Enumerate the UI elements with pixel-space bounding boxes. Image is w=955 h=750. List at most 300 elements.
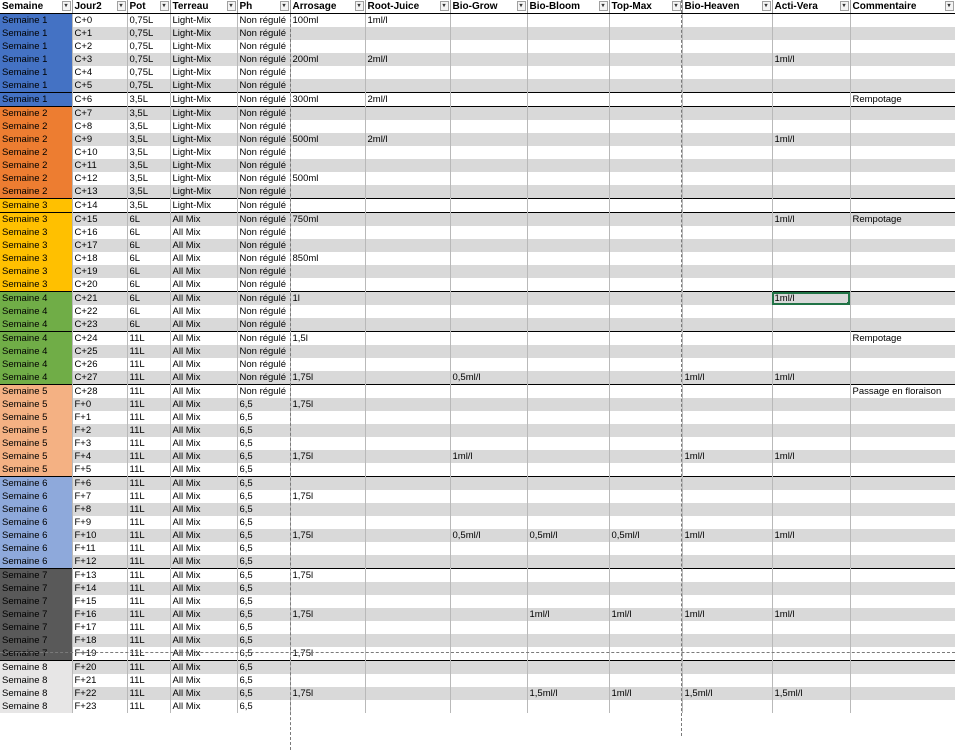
filter-dropdown-icon[interactable]: ▾ bbox=[840, 1, 849, 11]
cell[interactable] bbox=[772, 172, 850, 185]
cell[interactable] bbox=[682, 172, 772, 185]
cell[interactable] bbox=[609, 66, 682, 79]
cell[interactable]: C+9 bbox=[72, 133, 127, 146]
cell[interactable] bbox=[682, 226, 772, 239]
cell[interactable] bbox=[450, 172, 527, 185]
cell[interactable] bbox=[450, 437, 527, 450]
cell[interactable]: C+19 bbox=[72, 265, 127, 278]
cell[interactable]: C+6 bbox=[72, 93, 127, 107]
filter-dropdown-icon[interactable]: ▾ bbox=[440, 1, 449, 11]
cell[interactable] bbox=[850, 490, 955, 503]
cell[interactable] bbox=[450, 332, 527, 346]
cell[interactable]: 3,5L bbox=[127, 120, 170, 133]
cell[interactable] bbox=[609, 634, 682, 647]
cell[interactable] bbox=[682, 490, 772, 503]
cell[interactable] bbox=[450, 555, 527, 569]
cell[interactable] bbox=[850, 621, 955, 634]
cell[interactable] bbox=[365, 477, 450, 491]
cell[interactable]: 11L bbox=[127, 411, 170, 424]
column-header-pot[interactable] bbox=[127, 0, 170, 14]
cell[interactable]: Light-Mix bbox=[170, 107, 237, 121]
cell[interactable]: 3,5L bbox=[127, 159, 170, 172]
week-cell[interactable]: Semaine 1 bbox=[0, 40, 72, 53]
cell[interactable] bbox=[609, 159, 682, 172]
cell[interactable] bbox=[527, 318, 609, 332]
cell[interactable] bbox=[527, 634, 609, 647]
cell[interactable]: 6L bbox=[127, 292, 170, 306]
cell[interactable] bbox=[365, 239, 450, 252]
cell[interactable] bbox=[609, 265, 682, 278]
cell[interactable] bbox=[609, 278, 682, 292]
cell[interactable]: 11L bbox=[127, 424, 170, 437]
cell[interactable] bbox=[527, 674, 609, 687]
week-cell[interactable]: Semaine 8 bbox=[0, 700, 72, 713]
cell[interactable] bbox=[365, 226, 450, 239]
cell[interactable]: C+20 bbox=[72, 278, 127, 292]
cell[interactable] bbox=[527, 661, 609, 675]
cell[interactable] bbox=[682, 411, 772, 424]
cell[interactable] bbox=[850, 661, 955, 675]
cell[interactable] bbox=[682, 185, 772, 199]
cell[interactable]: 11L bbox=[127, 700, 170, 713]
cell[interactable]: All Mix bbox=[170, 503, 237, 516]
cell[interactable]: 0,75L bbox=[127, 14, 170, 28]
cell[interactable]: All Mix bbox=[170, 555, 237, 569]
cell[interactable] bbox=[365, 424, 450, 437]
cell[interactable] bbox=[450, 700, 527, 713]
cell[interactable] bbox=[527, 199, 609, 213]
cell[interactable] bbox=[609, 463, 682, 477]
cell[interactable]: Non régulé bbox=[237, 226, 290, 239]
cell[interactable]: 1ml/l bbox=[450, 450, 527, 463]
cell[interactable]: Non régulé bbox=[237, 332, 290, 346]
cell[interactable] bbox=[290, 239, 365, 252]
cell[interactable]: 6,5 bbox=[237, 490, 290, 503]
cell[interactable]: All Mix bbox=[170, 595, 237, 608]
cell[interactable]: 0,75L bbox=[127, 66, 170, 79]
cell[interactable] bbox=[290, 385, 365, 399]
cell[interactable] bbox=[527, 345, 609, 358]
cell[interactable]: 6,5 bbox=[237, 621, 290, 634]
cell[interactable] bbox=[772, 477, 850, 491]
cell[interactable] bbox=[527, 437, 609, 450]
week-cell[interactable]: Semaine 7 bbox=[0, 608, 72, 621]
cell[interactable]: Light-Mix bbox=[170, 133, 237, 146]
cell[interactable] bbox=[772, 40, 850, 53]
cell[interactable] bbox=[682, 14, 772, 28]
cell[interactable] bbox=[290, 265, 365, 278]
cell[interactable]: Non régulé bbox=[237, 305, 290, 318]
cell[interactable]: 3,5L bbox=[127, 133, 170, 146]
cell[interactable] bbox=[290, 674, 365, 687]
cell[interactable] bbox=[450, 305, 527, 318]
cell[interactable] bbox=[772, 66, 850, 79]
cell[interactable]: All Mix bbox=[170, 463, 237, 477]
cell[interactable]: Non régulé bbox=[237, 199, 290, 213]
cell[interactable] bbox=[527, 647, 609, 661]
cell[interactable]: 6,5 bbox=[237, 542, 290, 555]
cell[interactable] bbox=[527, 463, 609, 477]
cell[interactable] bbox=[850, 172, 955, 185]
cell[interactable]: F+14 bbox=[72, 582, 127, 595]
cell[interactable] bbox=[609, 93, 682, 107]
week-cell[interactable]: Semaine 2 bbox=[0, 120, 72, 133]
cell[interactable] bbox=[772, 503, 850, 516]
cell[interactable] bbox=[850, 542, 955, 555]
cell[interactable] bbox=[682, 358, 772, 371]
cell[interactable] bbox=[609, 14, 682, 28]
cell[interactable] bbox=[450, 185, 527, 199]
cell[interactable]: Light-Mix bbox=[170, 120, 237, 133]
week-cell[interactable]: Semaine 3 bbox=[0, 265, 72, 278]
week-cell[interactable]: Semaine 5 bbox=[0, 398, 72, 411]
cell[interactable] bbox=[450, 385, 527, 399]
cell[interactable]: F+9 bbox=[72, 516, 127, 529]
cell[interactable]: 11L bbox=[127, 608, 170, 621]
cell[interactable] bbox=[682, 66, 772, 79]
cell[interactable] bbox=[850, 53, 955, 66]
cell[interactable] bbox=[450, 674, 527, 687]
cell[interactable] bbox=[682, 582, 772, 595]
cell[interactable] bbox=[365, 185, 450, 199]
cell[interactable]: 6L bbox=[127, 265, 170, 278]
week-cell[interactable]: Semaine 4 bbox=[0, 292, 72, 306]
week-cell[interactable]: Semaine 7 bbox=[0, 569, 72, 583]
cell[interactable] bbox=[365, 265, 450, 278]
cell[interactable]: 6,5 bbox=[237, 503, 290, 516]
cell[interactable]: F+15 bbox=[72, 595, 127, 608]
week-cell[interactable]: Semaine 6 bbox=[0, 503, 72, 516]
week-cell[interactable]: Semaine 5 bbox=[0, 463, 72, 477]
cell[interactable]: All Mix bbox=[170, 305, 237, 318]
cell[interactable]: Non régulé bbox=[237, 133, 290, 146]
cell[interactable] bbox=[365, 595, 450, 608]
cell[interactable] bbox=[290, 318, 365, 332]
cell[interactable]: All Mix bbox=[170, 371, 237, 385]
cell[interactable] bbox=[450, 120, 527, 133]
cell[interactable] bbox=[682, 503, 772, 516]
cell[interactable]: 1ml/l bbox=[772, 213, 850, 227]
cell[interactable] bbox=[850, 569, 955, 583]
cell[interactable] bbox=[527, 265, 609, 278]
week-cell[interactable]: Semaine 5 bbox=[0, 450, 72, 463]
week-cell[interactable]: Semaine 3 bbox=[0, 199, 72, 213]
cell[interactable] bbox=[772, 226, 850, 239]
cell[interactable] bbox=[527, 450, 609, 463]
cell[interactable]: Non régulé bbox=[237, 172, 290, 185]
cell[interactable] bbox=[850, 278, 955, 292]
filter-dropdown-icon[interactable]: ▾ bbox=[280, 1, 289, 11]
cell[interactable]: F+20 bbox=[72, 661, 127, 675]
cell[interactable]: C+17 bbox=[72, 239, 127, 252]
cell[interactable]: 3,5L bbox=[127, 146, 170, 159]
cell[interactable]: 1ml/l bbox=[772, 371, 850, 385]
cell[interactable] bbox=[772, 159, 850, 172]
cell[interactable] bbox=[682, 159, 772, 172]
cell[interactable] bbox=[682, 120, 772, 133]
cell[interactable] bbox=[682, 424, 772, 437]
cell[interactable] bbox=[850, 477, 955, 491]
cell[interactable] bbox=[450, 411, 527, 424]
cell[interactable] bbox=[850, 27, 955, 40]
cell[interactable]: 1ml/l bbox=[682, 450, 772, 463]
cell[interactable] bbox=[450, 345, 527, 358]
cell[interactable]: 1l bbox=[290, 292, 365, 306]
cell[interactable]: 1,5ml/l bbox=[682, 687, 772, 700]
cell[interactable] bbox=[772, 146, 850, 159]
week-cell[interactable]: Semaine 3 bbox=[0, 213, 72, 227]
cell[interactable] bbox=[609, 239, 682, 252]
cell[interactable]: 1,75l bbox=[290, 371, 365, 385]
cell[interactable]: F+17 bbox=[72, 621, 127, 634]
week-cell[interactable]: Semaine 2 bbox=[0, 133, 72, 146]
cell[interactable]: Rempotage bbox=[850, 93, 955, 107]
cell[interactable]: All Mix bbox=[170, 621, 237, 634]
cell[interactable]: F+18 bbox=[72, 634, 127, 647]
cell[interactable]: 0,5ml/l bbox=[609, 529, 682, 542]
cell[interactable] bbox=[365, 529, 450, 542]
cell[interactable]: 6,5 bbox=[237, 674, 290, 687]
cell[interactable] bbox=[450, 582, 527, 595]
cell[interactable]: F+11 bbox=[72, 542, 127, 555]
cell[interactable]: C+11 bbox=[72, 159, 127, 172]
cell[interactable]: 1,75l bbox=[290, 529, 365, 542]
cell[interactable]: All Mix bbox=[170, 437, 237, 450]
cell[interactable]: 11L bbox=[127, 385, 170, 399]
cell[interactable]: F+13 bbox=[72, 569, 127, 583]
cell[interactable] bbox=[772, 569, 850, 583]
cell[interactable]: 6,5 bbox=[237, 608, 290, 621]
cell[interactable]: All Mix bbox=[170, 278, 237, 292]
cell[interactable] bbox=[850, 503, 955, 516]
filter-dropdown-icon[interactable]: ▾ bbox=[762, 1, 771, 11]
cell[interactable] bbox=[527, 332, 609, 346]
cell[interactable] bbox=[609, 555, 682, 569]
cell[interactable]: 3,5L bbox=[127, 185, 170, 199]
cell[interactable]: All Mix bbox=[170, 569, 237, 583]
column-header-top-max[interactable] bbox=[609, 0, 682, 14]
cell[interactable] bbox=[527, 292, 609, 306]
cell[interactable] bbox=[850, 199, 955, 213]
cell[interactable]: 1ml/l bbox=[772, 450, 850, 463]
cell[interactable] bbox=[365, 318, 450, 332]
cell[interactable]: All Mix bbox=[170, 661, 237, 675]
cell[interactable]: 6,5 bbox=[237, 424, 290, 437]
cell[interactable] bbox=[609, 661, 682, 675]
cell[interactable] bbox=[527, 107, 609, 121]
cell[interactable] bbox=[772, 252, 850, 265]
cell[interactable]: Light-Mix bbox=[170, 172, 237, 185]
cell[interactable]: 1,75l bbox=[290, 398, 365, 411]
cell[interactable] bbox=[772, 93, 850, 107]
cell[interactable]: All Mix bbox=[170, 582, 237, 595]
cell[interactable]: 0,5ml/l bbox=[450, 529, 527, 542]
cell[interactable]: 11L bbox=[127, 371, 170, 385]
cell[interactable]: Non régulé bbox=[237, 53, 290, 66]
cell[interactable]: 300ml bbox=[290, 93, 365, 107]
cell[interactable] bbox=[450, 292, 527, 306]
week-cell[interactable]: Semaine 6 bbox=[0, 542, 72, 555]
cell[interactable] bbox=[290, 477, 365, 491]
week-cell[interactable]: Semaine 2 bbox=[0, 146, 72, 159]
cell[interactable] bbox=[772, 621, 850, 634]
week-cell[interactable]: Semaine 5 bbox=[0, 424, 72, 437]
cell[interactable]: Non régulé bbox=[237, 278, 290, 292]
cell[interactable] bbox=[682, 398, 772, 411]
cell[interactable] bbox=[850, 252, 955, 265]
cell[interactable] bbox=[850, 345, 955, 358]
cell[interactable] bbox=[609, 185, 682, 199]
cell[interactable]: All Mix bbox=[170, 265, 237, 278]
cell[interactable] bbox=[609, 345, 682, 358]
cell[interactable] bbox=[290, 595, 365, 608]
cell[interactable]: 6,5 bbox=[237, 569, 290, 583]
cell[interactable] bbox=[365, 569, 450, 583]
cell[interactable] bbox=[527, 93, 609, 107]
cell[interactable] bbox=[682, 40, 772, 53]
cell[interactable]: 11L bbox=[127, 647, 170, 661]
cell[interactable] bbox=[682, 133, 772, 146]
cell[interactable] bbox=[290, 437, 365, 450]
filter-dropdown-icon[interactable]: ▾ bbox=[517, 1, 526, 11]
cell[interactable]: All Mix bbox=[170, 226, 237, 239]
cell[interactable]: All Mix bbox=[170, 647, 237, 661]
cell[interactable]: 11L bbox=[127, 634, 170, 647]
cell[interactable]: Non régulé bbox=[237, 159, 290, 172]
filter-dropdown-icon[interactable]: ▾ bbox=[599, 1, 608, 11]
cell[interactable] bbox=[450, 66, 527, 79]
cell[interactable] bbox=[527, 305, 609, 318]
week-cell[interactable]: Semaine 8 bbox=[0, 674, 72, 687]
cell[interactable] bbox=[772, 582, 850, 595]
cell[interactable]: All Mix bbox=[170, 687, 237, 700]
column-header-root-juice[interactable] bbox=[365, 0, 450, 14]
cell[interactable]: 1ml/l bbox=[772, 608, 850, 621]
cell[interactable] bbox=[527, 53, 609, 66]
cell[interactable] bbox=[365, 608, 450, 621]
cell[interactable]: 3,5L bbox=[127, 107, 170, 121]
cell[interactable]: Non régulé bbox=[237, 239, 290, 252]
cell[interactable] bbox=[850, 66, 955, 79]
cell[interactable] bbox=[290, 503, 365, 516]
cell[interactable] bbox=[450, 463, 527, 477]
cell[interactable] bbox=[850, 700, 955, 713]
cell[interactable]: 11L bbox=[127, 332, 170, 346]
cell[interactable] bbox=[609, 424, 682, 437]
cell[interactable]: Light-Mix bbox=[170, 199, 237, 213]
cell[interactable] bbox=[365, 450, 450, 463]
cell[interactable]: 11L bbox=[127, 687, 170, 700]
cell[interactable] bbox=[365, 687, 450, 700]
cell[interactable] bbox=[772, 437, 850, 450]
cell[interactable]: 11L bbox=[127, 358, 170, 371]
cell[interactable] bbox=[527, 226, 609, 239]
cell[interactable] bbox=[450, 199, 527, 213]
cell[interactable] bbox=[527, 595, 609, 608]
week-cell[interactable]: Semaine 7 bbox=[0, 634, 72, 647]
cell[interactable] bbox=[850, 437, 955, 450]
cell[interactable]: F+5 bbox=[72, 463, 127, 477]
cell[interactable] bbox=[365, 437, 450, 450]
cell[interactable]: 6,5 bbox=[237, 516, 290, 529]
cell[interactable]: 6L bbox=[127, 278, 170, 292]
cell[interactable]: 1,5ml/l bbox=[772, 687, 850, 700]
cell[interactable] bbox=[682, 318, 772, 332]
cell[interactable] bbox=[365, 107, 450, 121]
cell[interactable]: 500ml bbox=[290, 172, 365, 185]
cell[interactable] bbox=[682, 463, 772, 477]
cell[interactable] bbox=[609, 79, 682, 93]
cell[interactable]: C+10 bbox=[72, 146, 127, 159]
cell[interactable]: 6,5 bbox=[237, 555, 290, 569]
cell[interactable] bbox=[290, 661, 365, 675]
cell[interactable]: 2ml/l bbox=[365, 133, 450, 146]
cell[interactable] bbox=[609, 358, 682, 371]
cell[interactable]: 0,75L bbox=[127, 40, 170, 53]
cell[interactable] bbox=[772, 278, 850, 292]
cell[interactable] bbox=[772, 424, 850, 437]
cell[interactable]: Passage en floraison bbox=[850, 385, 955, 399]
week-cell[interactable]: Semaine 2 bbox=[0, 159, 72, 172]
cell[interactable]: C+3 bbox=[72, 53, 127, 66]
cell[interactable] bbox=[527, 159, 609, 172]
cell[interactable] bbox=[527, 542, 609, 555]
week-cell[interactable]: Semaine 5 bbox=[0, 411, 72, 424]
cell[interactable] bbox=[527, 185, 609, 199]
cell[interactable] bbox=[450, 265, 527, 278]
cell[interactable]: All Mix bbox=[170, 608, 237, 621]
cell[interactable] bbox=[609, 318, 682, 332]
cell[interactable]: 6,5 bbox=[237, 700, 290, 713]
week-cell[interactable]: Semaine 3 bbox=[0, 252, 72, 265]
cell[interactable] bbox=[450, 79, 527, 93]
cell[interactable] bbox=[850, 647, 955, 661]
cell[interactable]: All Mix bbox=[170, 239, 237, 252]
cell[interactable]: All Mix bbox=[170, 450, 237, 463]
cell[interactable]: C+25 bbox=[72, 345, 127, 358]
cell[interactable] bbox=[772, 647, 850, 661]
cell[interactable] bbox=[365, 542, 450, 555]
cell[interactable] bbox=[609, 450, 682, 463]
cell[interactable]: Light-Mix bbox=[170, 79, 237, 93]
cell[interactable]: 1ml/l bbox=[609, 608, 682, 621]
cell[interactable]: 6,5 bbox=[237, 477, 290, 491]
cell[interactable]: C+18 bbox=[72, 252, 127, 265]
cell[interactable] bbox=[609, 199, 682, 213]
cell[interactable] bbox=[609, 332, 682, 346]
cell[interactable] bbox=[609, 53, 682, 66]
cell[interactable] bbox=[682, 700, 772, 713]
cell[interactable] bbox=[850, 305, 955, 318]
cell[interactable] bbox=[365, 213, 450, 227]
cell[interactable] bbox=[365, 120, 450, 133]
cell[interactable]: All Mix bbox=[170, 398, 237, 411]
cell[interactable] bbox=[527, 477, 609, 491]
cell[interactable]: Non régulé bbox=[237, 371, 290, 385]
cell[interactable]: 1ml/l bbox=[772, 53, 850, 66]
cell[interactable] bbox=[772, 411, 850, 424]
cell[interactable]: 6,5 bbox=[237, 582, 290, 595]
cell[interactable]: Light-Mix bbox=[170, 159, 237, 172]
cell[interactable] bbox=[772, 185, 850, 199]
cell[interactable]: 1ml/l bbox=[682, 371, 772, 385]
cell[interactable] bbox=[850, 14, 955, 28]
cell[interactable] bbox=[527, 213, 609, 227]
cell[interactable] bbox=[609, 582, 682, 595]
cell[interactable]: C+23 bbox=[72, 318, 127, 332]
cell[interactable] bbox=[527, 14, 609, 28]
cell[interactable] bbox=[850, 450, 955, 463]
